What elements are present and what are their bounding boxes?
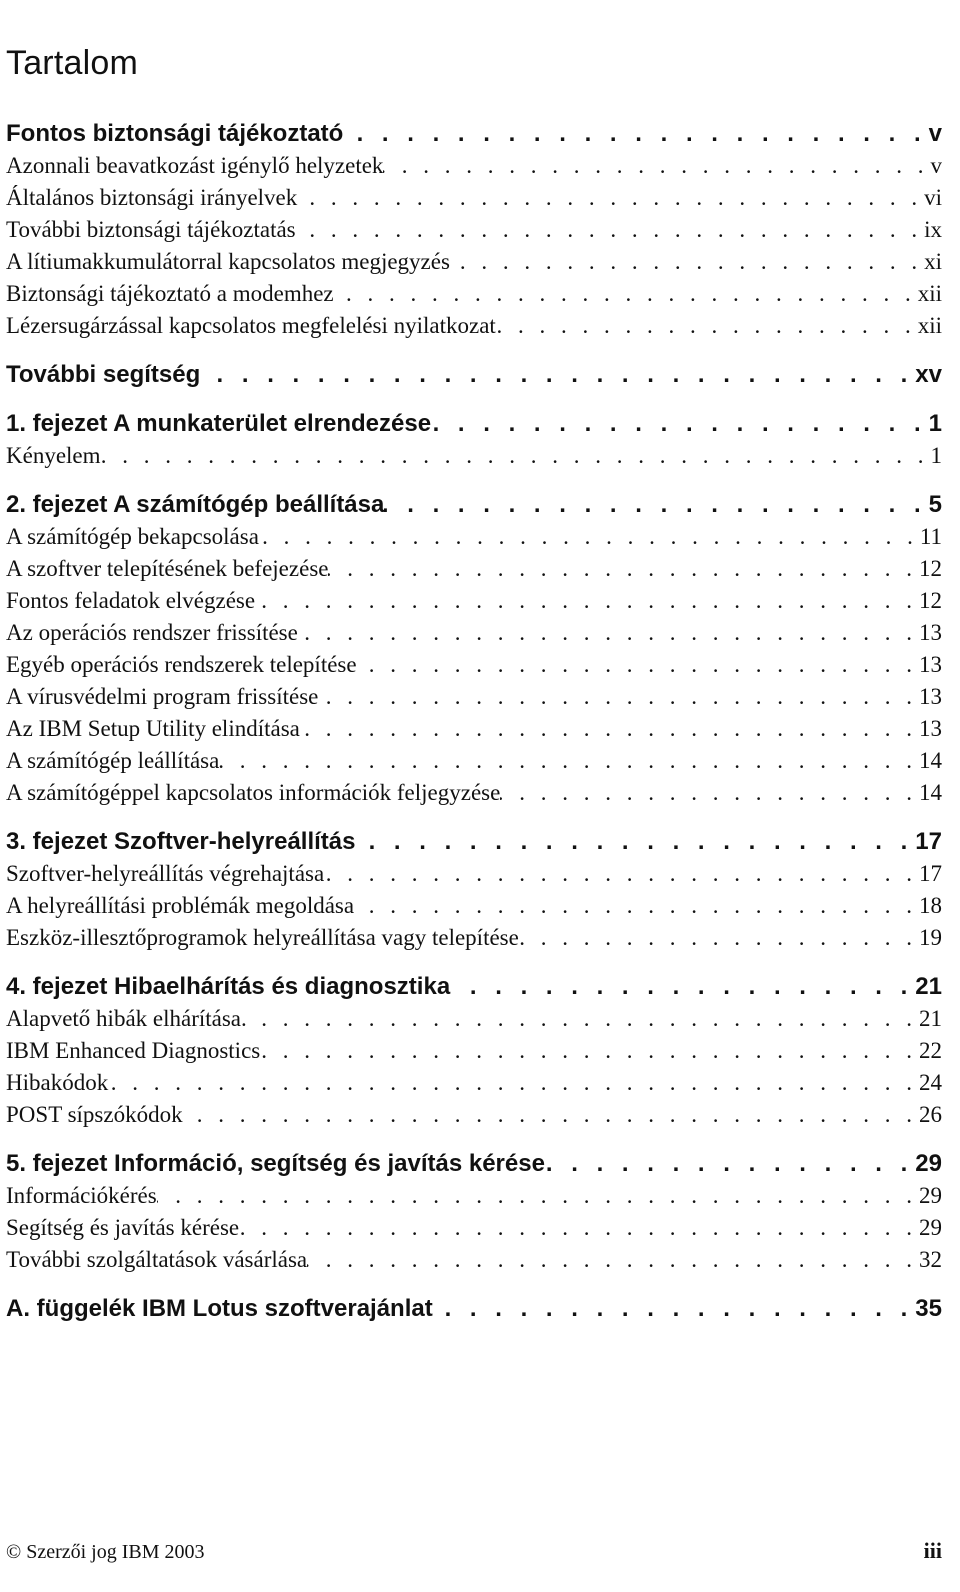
page-title: Tartalom <box>6 44 138 82</box>
toc-entry-label: A szoftver telepítésének befejezése <box>6 556 329 581</box>
toc-dot-leader <box>307 1244 917 1276</box>
toc-entry-label: Általános biztonsági irányelvek <box>6 185 298 210</box>
toc-dot-leader <box>343 118 926 150</box>
toc-entry-label: A számítógép leállítása <box>6 748 220 773</box>
toc-dot-leader <box>450 246 922 278</box>
toc-dot-leader <box>545 1148 913 1180</box>
toc-entry-page: 5 <box>928 491 942 518</box>
toc-dot-leader <box>297 182 922 214</box>
toc-entry-label: A helyreállítási problémák megoldása <box>6 893 355 918</box>
page-footer <box>6 1538 942 1568</box>
toc-entry-label: A. függelék IBM Lotus szoftverajánlat <box>6 1295 433 1322</box>
toc-entry-page: 12 <box>919 588 942 613</box>
toc-dot-leader <box>500 777 917 809</box>
toc-entry-label: IBM Enhanced Diagnostics <box>6 1038 261 1063</box>
toc-entry-label: 1. fejezet A munkaterület elrendezése <box>6 410 432 437</box>
toc-section-entry[interactable] <box>6 585 942 617</box>
toc-entry-page: 13 <box>919 620 942 645</box>
toc-entry-label: Szoftver-helyreállítás végrehajtása <box>6 861 325 886</box>
toc-entry-page: 18 <box>919 893 942 918</box>
toc-section-entry[interactable] <box>6 553 942 585</box>
toc-dot-leader <box>101 440 929 472</box>
toc-section-entry[interactable] <box>6 777 942 809</box>
toc-dot-leader <box>296 214 922 246</box>
toc-entry-page: 29 <box>919 1215 942 1240</box>
toc-entry-page: 22 <box>919 1038 942 1063</box>
toc-entry-label: 5. fejezet Információ, segítség és javítás kérése <box>6 1150 545 1177</box>
toc-entry-page: vi <box>924 185 942 210</box>
toc-chapter-entry[interactable] <box>6 971 942 1003</box>
toc-entry-page: 1 <box>928 410 942 437</box>
toc-section-entry[interactable] <box>6 858 942 890</box>
toc-entry-label: A számítógéppel kapcsolatos információk feljegyzése <box>6 780 501 805</box>
toc-dot-leader <box>357 649 917 681</box>
toc-entry-label: További szolgáltatások vásárlása <box>6 1247 308 1272</box>
toc-section-entry[interactable] <box>6 1244 942 1276</box>
toc-entry-page: 12 <box>919 556 942 581</box>
toc-entry-label: POST sípszókódok <box>6 1102 183 1127</box>
toc-entry-page: 29 <box>915 1150 942 1177</box>
toc-entry-label: Segítség és javítás kérése <box>6 1215 240 1240</box>
toc-chapter-entry[interactable] <box>6 408 942 440</box>
toc-entry-label: További segítség <box>6 361 201 388</box>
toc-entry-label: A számítógép bekapcsolása <box>6 524 259 549</box>
toc-entry-label: Eszköz-illesztőprogramok helyreállítása vagy telepítése <box>6 925 519 950</box>
toc-entry-page: 1 <box>930 443 942 468</box>
toc-entry-label: Fontos biztonsági tájékoztató <box>6 120 344 147</box>
toc-entry-page: 14 <box>919 780 942 805</box>
toc-section-entry[interactable] <box>6 1212 942 1244</box>
toc-section-entry[interactable] <box>6 681 942 713</box>
toc-section-entry[interactable] <box>6 278 942 310</box>
toc-dot-leader <box>328 553 917 585</box>
toc-dot-leader <box>433 1293 914 1325</box>
toc-dot-leader <box>239 1212 917 1244</box>
toc-entry-label: Fontos feladatok elvégzése <box>6 588 256 613</box>
toc-entry-page: 11 <box>919 524 942 549</box>
toc-dot-leader <box>334 278 916 310</box>
toc-section-entry[interactable] <box>6 649 942 681</box>
toc-section-entry[interactable] <box>6 1035 942 1067</box>
toc-dot-leader <box>200 359 913 391</box>
toc-entry-label: További biztonsági tájékoztatás <box>6 217 296 242</box>
toc-dot-leader <box>259 521 918 553</box>
toc-section-entry[interactable] <box>6 182 942 214</box>
toc-entry-label: Azonnali beavatkozást igénylő helyzetek <box>6 153 384 178</box>
page-number: iii <box>923 1538 942 1563</box>
toc-dot-leader <box>219 745 917 777</box>
toc-section-entry[interactable] <box>6 713 942 745</box>
toc-dot-leader <box>260 1035 917 1067</box>
toc-section-entry[interactable] <box>6 1003 942 1035</box>
toc-dot-leader <box>496 310 916 342</box>
toc-dot-leader <box>157 1180 917 1212</box>
toc-entry-page: 24 <box>919 1070 942 1095</box>
toc-chapter-entry[interactable] <box>6 1148 942 1180</box>
toc-entry-page: xii <box>917 281 942 306</box>
toc-section-entry[interactable] <box>6 1099 942 1131</box>
toc-entry-label: Az operációs rendszer frissítése <box>6 620 298 645</box>
toc-section-entry[interactable] <box>6 890 942 922</box>
toc-dot-leader <box>247 1003 917 1035</box>
toc-dot-leader <box>108 1067 917 1099</box>
toc-section-entry[interactable] <box>6 310 942 342</box>
toc-entry-label: Az IBM Setup Utility elindítása <box>6 716 300 741</box>
toc-entry-page: 17 <box>919 861 942 886</box>
toc-entry-label: A vírusvédelmi program frissítése <box>6 684 319 709</box>
toc-entry-page: 21 <box>919 1006 942 1031</box>
toc-dot-leader <box>355 826 913 858</box>
toc-entry-page: v <box>930 153 942 178</box>
toc-entry-label: A lítiumakkumulátorral kapcsolatos megjegyzés <box>6 249 450 274</box>
toc-entry-page: v <box>928 120 942 147</box>
toc-entry-label: Biztonsági tájékoztató a modemhez <box>6 281 334 306</box>
toc-section-entry[interactable] <box>6 246 942 278</box>
toc-dot-leader <box>450 971 913 1003</box>
toc-section-entry[interactable] <box>6 617 942 649</box>
toc-chapter-entry[interactable] <box>6 359 942 391</box>
toc-section-entry[interactable] <box>6 150 942 182</box>
toc-entry-page: 13 <box>919 684 942 709</box>
toc-section-entry[interactable] <box>6 214 942 246</box>
toc-dot-leader <box>324 858 917 890</box>
toc-entry-label: Alapvető hibák elhárítása. <box>6 1006 247 1031</box>
copyright-notice: © Szerzői jog IBM 2003 <box>6 1541 205 1563</box>
toc-entry-page: xi <box>924 249 942 274</box>
toc-chapter-entry[interactable] <box>6 826 942 858</box>
toc-section-entry[interactable] <box>6 1067 942 1099</box>
toc-section-entry[interactable] <box>6 1180 942 1212</box>
toc-entry-page: ix <box>924 217 942 242</box>
toc-entry-label: 4. fejezet Hibaelhárítás és diagnosztika <box>6 973 451 1000</box>
toc-entry-label: Hibakódok <box>6 1070 109 1095</box>
toc-entry-page: 35 <box>915 1295 942 1322</box>
toc-entry-page: 26 <box>919 1102 942 1127</box>
toc-dot-leader <box>383 150 928 182</box>
toc-entry-label: Kényelem <box>6 443 101 468</box>
toc-entry-label: Információkérés <box>6 1183 157 1208</box>
toc-entry-label: 2. fejezet A számítógép beállítása <box>6 491 385 518</box>
toc-entry-page: 14 <box>919 748 942 773</box>
toc-entry-page: 29 <box>919 1183 942 1208</box>
toc-entry-page: xii <box>917 313 942 338</box>
toc-dot-leader <box>519 922 917 954</box>
toc-section-entry[interactable] <box>6 745 942 777</box>
toc-section-entry[interactable] <box>6 922 942 954</box>
toc-entry-page: 32 <box>919 1247 942 1272</box>
toc-entry-page: 17 <box>915 828 942 855</box>
toc-dot-leader <box>300 713 917 745</box>
table-of-contents <box>6 118 942 1325</box>
toc-entry-label: Egyéb operációs rendszerek telepítése <box>6 652 357 677</box>
toc-chapter-entry[interactable] <box>6 118 942 150</box>
toc-entry-label: Lézersugárzással kapcsolatos megfelelési nyilatkozat <box>6 313 496 338</box>
toc-chapter-entry[interactable] <box>6 1293 942 1325</box>
toc-dot-leader <box>431 408 927 440</box>
toc-entry-page: 13 <box>919 716 942 741</box>
toc-dot-leader <box>183 1099 917 1131</box>
toc-dot-leader <box>298 617 917 649</box>
toc-chapter-entry[interactable] <box>6 489 942 521</box>
toc-entry-page: 19 <box>919 925 942 950</box>
toc-dot-leader <box>318 681 917 713</box>
toc-entry-page: 13 <box>919 652 942 677</box>
toc-dot-leader <box>384 489 926 521</box>
toc-dot-leader <box>354 890 917 922</box>
toc-entry-page: 21 <box>915 973 942 1000</box>
toc-entry-page: xv <box>915 361 942 388</box>
toc-section-entry[interactable] <box>6 521 942 553</box>
toc-section-entry[interactable] <box>6 440 942 472</box>
toc-entry-label: 3. fejezet Szoftver-helyreállítás <box>6 828 356 855</box>
toc-dot-leader <box>255 585 917 617</box>
